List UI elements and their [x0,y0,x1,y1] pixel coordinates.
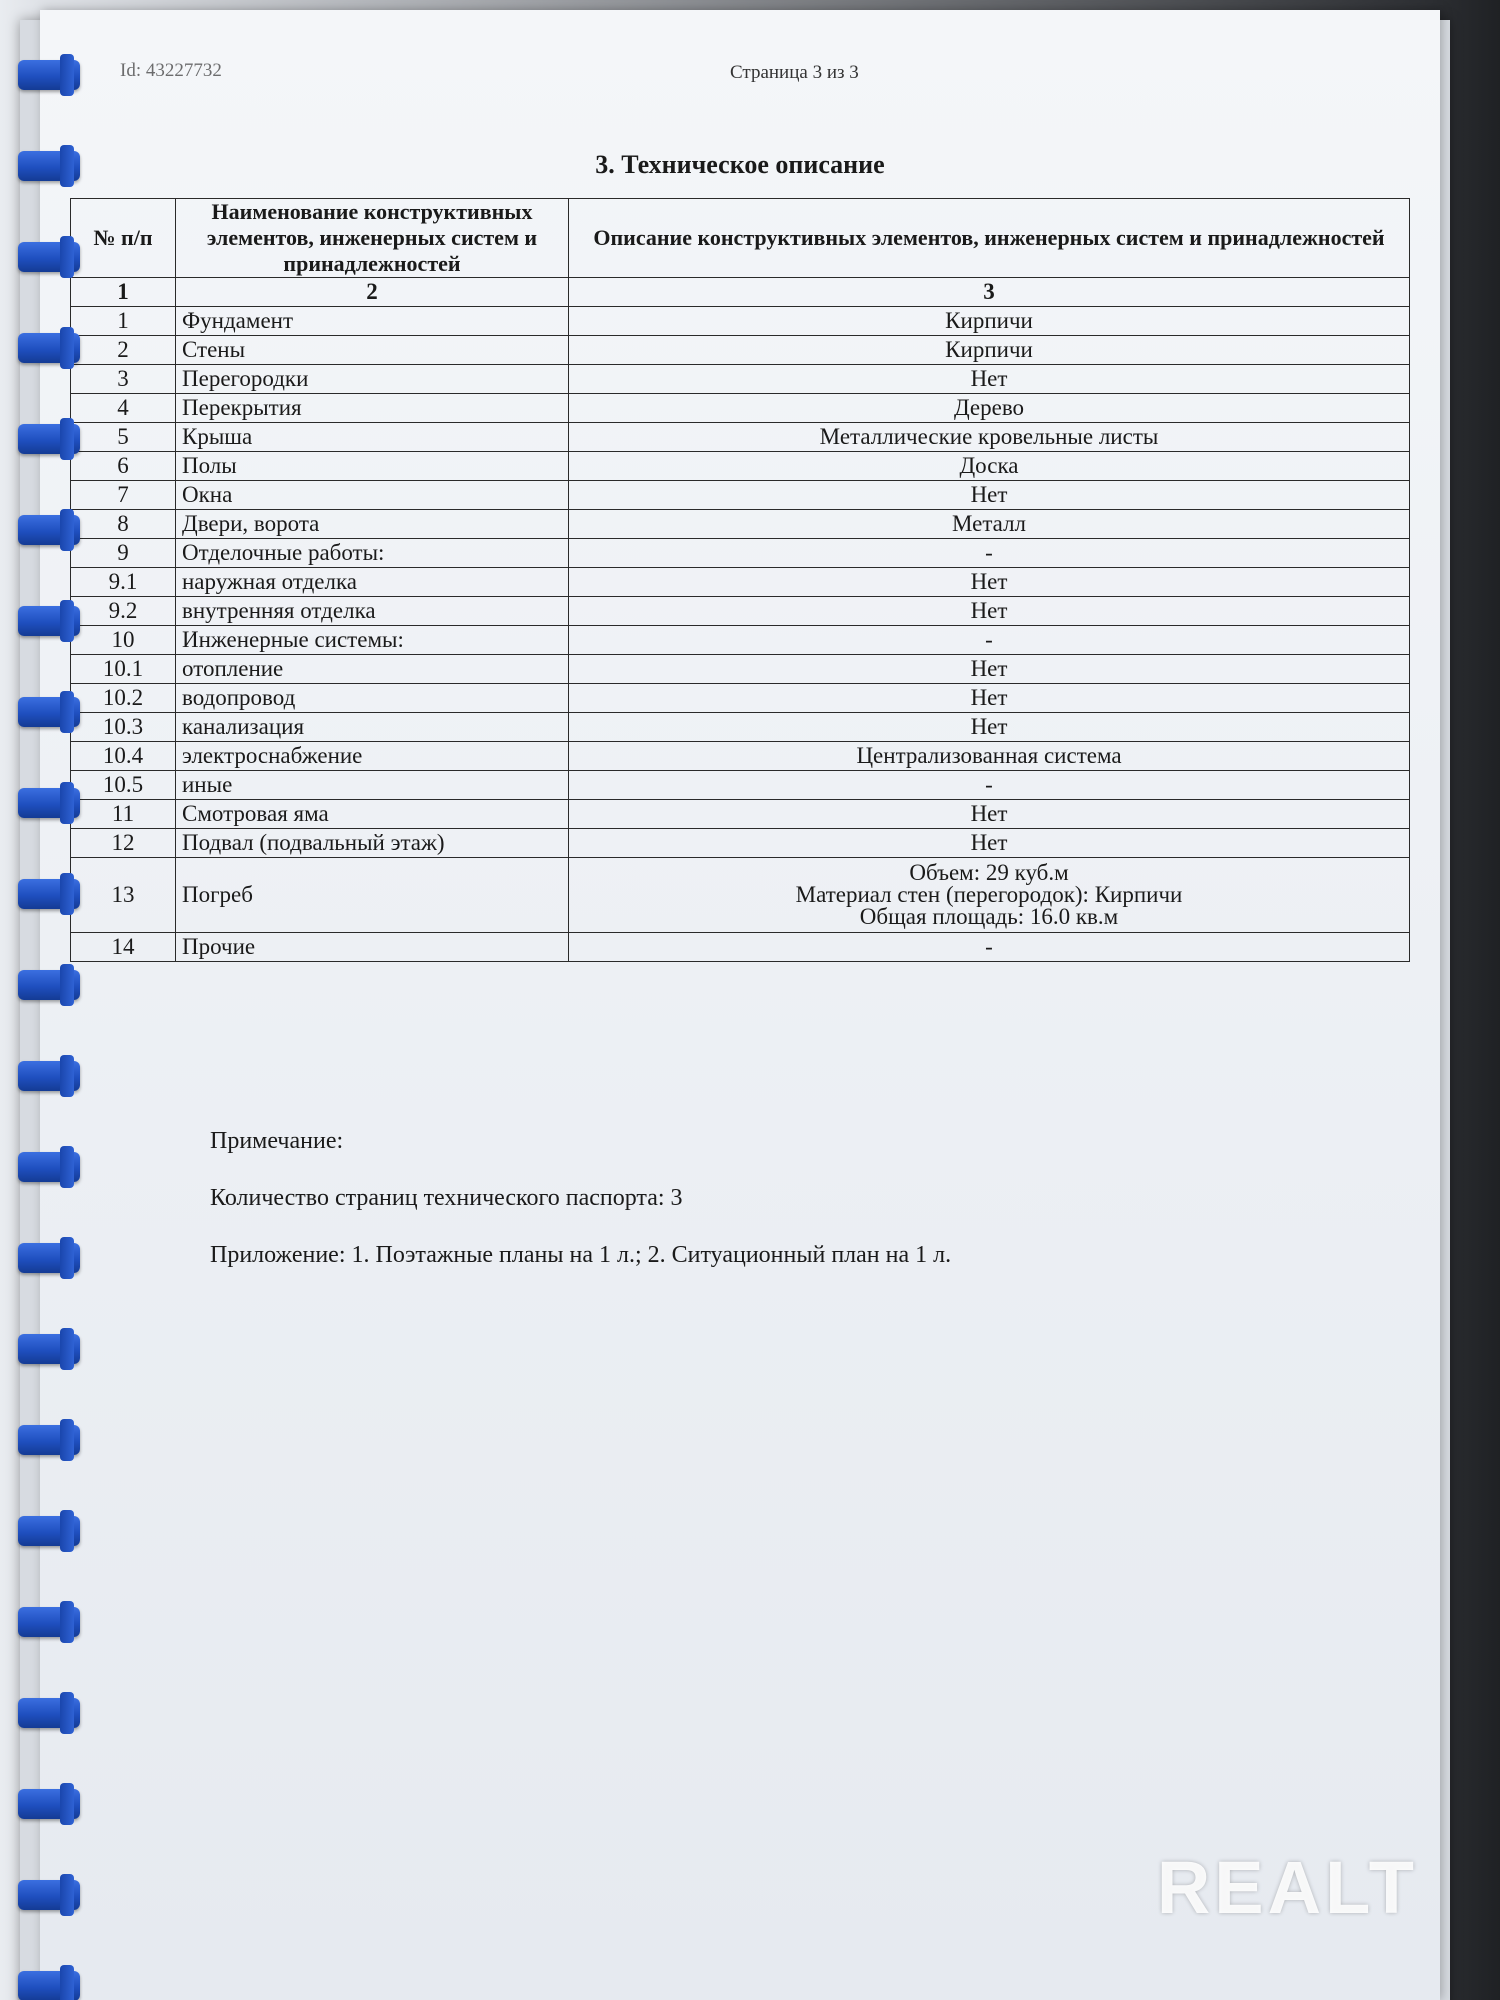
row-number: 9.2 [71,597,176,626]
row-number: 2 [71,336,176,365]
column-number: 2 [176,278,569,307]
table-row [71,568,1410,597]
row-name: Крыша [176,423,569,452]
table-row [71,742,1410,771]
binding-ring [18,1334,80,1364]
table-row [71,933,1410,962]
binding-ring [18,606,80,636]
row-name: Окна [176,481,569,510]
spiral-binding [0,0,110,2000]
description-line: Материал стен (перегородок): Кирпичи [795,882,1183,907]
row-number: 5 [71,423,176,452]
row-name: Полы [176,452,569,481]
document-page [40,10,1440,2000]
row-name: наружная отделка [176,568,569,597]
document-id: Id: 43227732 [120,60,222,81]
row-description: Централизованная система [569,742,1410,771]
binding-ring [18,1425,80,1455]
binding-ring [18,60,80,90]
row-name: Погреб [176,858,569,933]
row-description: Нет [569,365,1410,394]
table-row [71,858,1410,933]
description-line: Объем: 29 куб.м [909,860,1069,885]
realt-watermark: REALT [1156,1846,1418,1929]
notes-block [210,1128,951,1299]
description-line: Общая площадь: 16.0 кв.м [859,904,1119,929]
table-row [71,684,1410,713]
binding-ring [18,970,80,1000]
binding-ring [18,879,80,909]
row-number: 13 [71,858,176,933]
row-description: - [569,539,1410,568]
row-number: 1 [71,307,176,336]
table-row [71,394,1410,423]
table-row [71,365,1410,394]
row-number: 10.1 [71,655,176,684]
binding-ring [18,1789,80,1819]
column-number: 1 [71,278,176,307]
row-name: иные [176,771,569,800]
binding-ring [18,424,80,454]
attachment-line: Приложение: 1. Поэтажные планы на 1 л.; 2. Ситуационный план на 1 л. [210,1242,952,1268]
section-title: 3. Техническое описание [595,150,885,179]
table-row [71,771,1410,800]
row-name: Отделочные работы: [176,539,569,568]
row-number: 11 [71,800,176,829]
row-name: Прочие [176,933,569,962]
table-row [71,423,1410,452]
binding-ring [18,1516,80,1546]
row-name: канализация [176,713,569,742]
binding-ring [18,515,80,545]
row-name: Перегородки [176,365,569,394]
binding-ring [18,1698,80,1728]
row-description: - [569,626,1410,655]
column-number: 3 [569,278,1410,307]
row-name: внутренняя отделка [176,597,569,626]
row-description: Доска [569,452,1410,481]
binding-ring [18,1243,80,1273]
row-number: 10.2 [71,684,176,713]
table-header-row [71,199,1410,278]
binding-ring [18,333,80,363]
page-header [80,60,1400,90]
table-row [71,510,1410,539]
row-description: Нет [569,684,1410,713]
row-number: 4 [71,394,176,423]
row-name: Двери, ворота [176,510,569,539]
row-number: 9.1 [71,568,176,597]
table-row [71,597,1410,626]
row-number: 10.4 [71,742,176,771]
binding-ring [18,1880,80,1910]
row-description: Кирпичи [569,336,1410,365]
header-desc: Описание конструктивных элементов, инженерных систем и принадлежностей [569,199,1410,278]
row-name: электроснабжение [176,742,569,771]
technical-description-table [70,198,1410,962]
row-name: Стены [176,336,569,365]
binding-ring [18,1607,80,1637]
binding-ring [18,1061,80,1091]
row-description: Кирпичи [569,307,1410,336]
row-name: водопровод [176,684,569,713]
table-row [71,800,1410,829]
row-description: Нет [569,568,1410,597]
header-name: Наименование конструктивных элементов, инженерных систем и принадлежностей [176,199,569,278]
row-name: Смотровая яма [176,800,569,829]
row-number: 7 [71,481,176,510]
row-description: Нет [569,800,1410,829]
page-number: Страница 3 из 3 [730,62,859,83]
column-number-row [71,278,1410,307]
row-description: Нет [569,713,1410,742]
table-row [71,713,1410,742]
table-row [71,539,1410,568]
row-name: Фундамент [176,307,569,336]
row-name: отопление [176,655,569,684]
binding-ring [18,1152,80,1182]
row-number: 14 [71,933,176,962]
row-number: 3 [71,365,176,394]
table-row [71,336,1410,365]
row-description: - [569,933,1410,962]
binding-ring [18,242,80,272]
row-name: Инженерные системы: [176,626,569,655]
header-num: № п/п [71,199,176,278]
row-number: 6 [71,452,176,481]
row-description [569,858,1410,933]
row-number: 10 [71,626,176,655]
binding-ring [18,1971,80,2000]
row-number: 10.3 [71,713,176,742]
row-number: 10.5 [71,771,176,800]
table-row [71,481,1410,510]
row-number: 9 [71,539,176,568]
row-description: - [569,771,1410,800]
row-number: 12 [71,829,176,858]
table-row [71,655,1410,684]
row-description: Дерево [569,394,1410,423]
row-description: Металлические кровельные листы [569,423,1410,452]
row-number: 8 [71,510,176,539]
row-name: Перекрытия [176,394,569,423]
table-row [71,452,1410,481]
binding-ring [18,151,80,181]
table-row [71,307,1410,336]
pages-count: Количество страниц технического паспорта: 3 [210,1185,683,1211]
note-label: Примечание: [210,1128,344,1154]
table-row [71,829,1410,858]
row-description: Металл [569,510,1410,539]
table-row [71,626,1410,655]
row-description: Нет [569,829,1410,858]
row-description: Нет [569,655,1410,684]
binding-ring [18,788,80,818]
row-description: Нет [569,597,1410,626]
binding-ring [18,697,80,727]
row-description: Нет [569,481,1410,510]
row-name: Подвал (подвальный этаж) [176,829,569,858]
